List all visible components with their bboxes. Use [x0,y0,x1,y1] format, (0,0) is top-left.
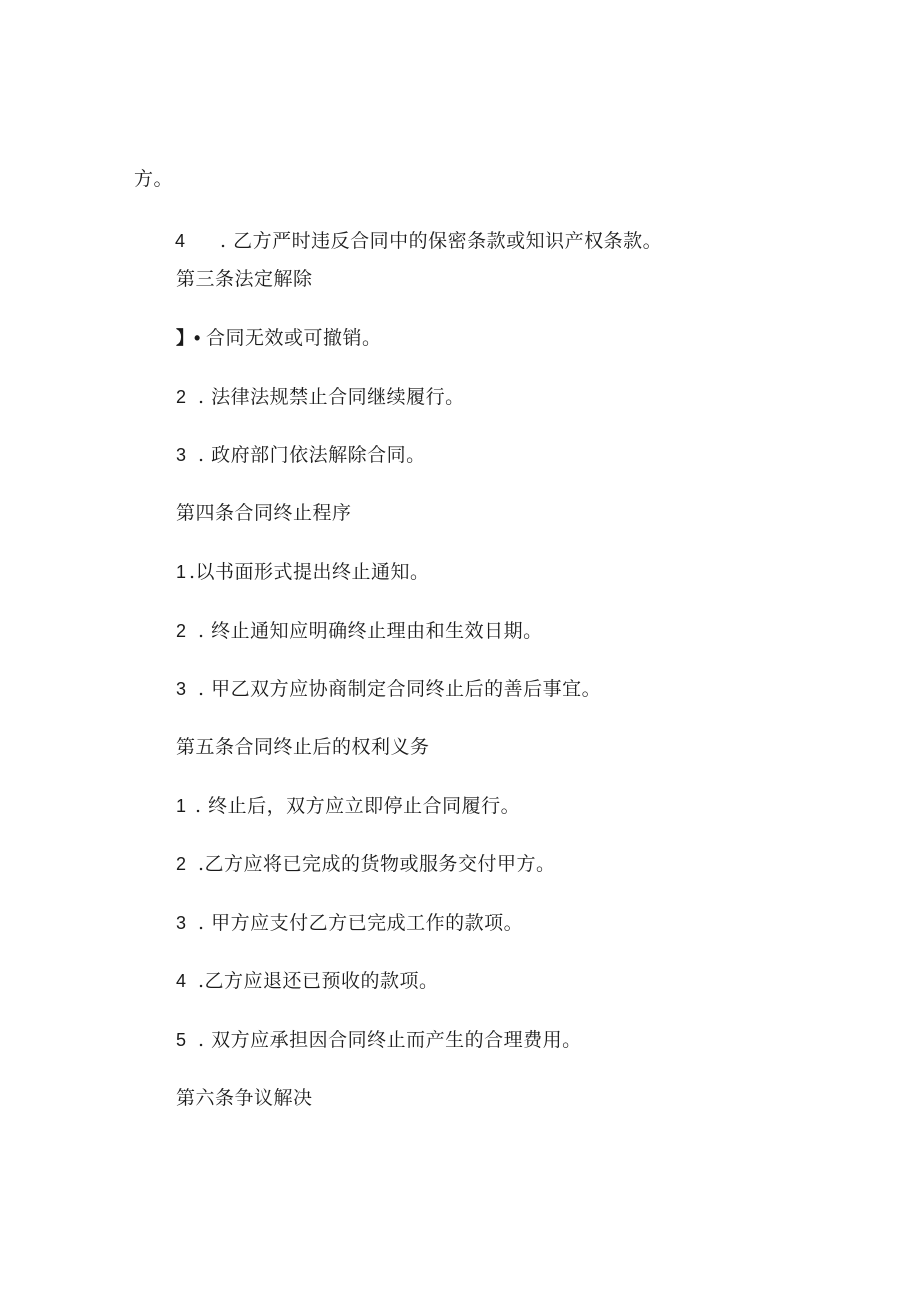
item-number: 1 [176,796,187,816]
item-text: . 乙方严时违反合同中的保密条款或知识产权条款。 [220,230,663,252]
item-text: . 政府部门依法解除合同。 [198,444,426,466]
item-text: .以书面形式提出终止通知。 [189,561,430,583]
item-number: 】• [176,328,201,348]
article-4-heading: 第四条合同终止程序 [176,502,352,524]
item-text: . 法律法规禁止合同继续履行。 [198,386,465,408]
item-number: 2 [176,387,187,407]
item-number: 1 [176,562,187,582]
article-3-heading: 第三条法定解除 [176,268,313,290]
item-text: .乙方应退还已预收的款项。 [198,970,439,992]
item-number: 4 [175,231,186,251]
item-text: .乙方应将已完成的货物或服务交付甲方。 [198,853,556,875]
item-number: 3 [176,445,187,465]
item-text: . 终止通知应明确终止理由和生效日期。 [198,620,543,642]
item-number: 4 [176,971,187,991]
item-number: 3 [176,679,187,699]
item-number: 2 [176,854,187,874]
article-6-heading: 第六条争议解决 [176,1087,313,1109]
item-number: 2 [176,621,187,641]
item-text: 合同无效或可撤销。 [206,327,382,349]
article-5-heading: 第五条合同终止后的权利义务 [176,736,430,758]
item-text: . 终止后，双方应立即停止合同履行。 [195,795,521,817]
item-number: 3 [176,913,187,933]
item-text: . 甲乙双方应协商制定合同终止后的善后事宜。 [198,678,602,700]
item-number: 5 [176,1030,187,1050]
continuation-text: 方。 [134,168,174,190]
item-text: . 双方应承担因合同终止而产生的合理费用。 [198,1029,582,1051]
item-text: . 甲方应支付乙方已完成工作的款项。 [198,912,524,934]
